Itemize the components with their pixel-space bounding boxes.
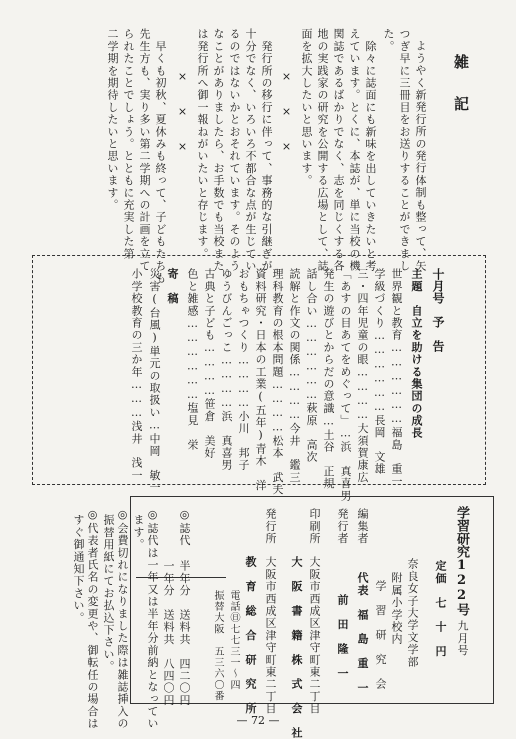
zakki-line: た。 — [382, 28, 395, 53]
editor-name: 代表 福 島 重 一 — [356, 572, 369, 694]
zakki-line: つぎ早に三冊目をお送りすることができまし — [398, 28, 411, 272]
list-item: ゆうびんごっこ…………浜 真喜男 — [220, 268, 233, 472]
hakko-tel: 電話㊐七七三一〜四 — [228, 590, 239, 691]
list-item: 読解と作文の関係…………今井 鑑三 — [288, 268, 301, 484]
zakki-line: られたことでしょう。とともに充実した第 — [122, 28, 135, 260]
list-item: 学級づくり………………長岡 文雄 — [373, 268, 386, 476]
zakki-line: なことがありましたら、お手数でも当校また — [212, 28, 225, 272]
printer-name: 大 阪 書 籍 株 式 会 社 — [290, 556, 303, 739]
zakki-line: 早くも初秋、夏休みも終って、子どもたちも — [154, 28, 167, 285]
publisher-name: 前 田 隆 一 — [336, 594, 349, 680]
zakki-line: 関誌であるばかりでなく、志を同じくする各 — [332, 28, 345, 272]
editor-label: 編集者 — [356, 508, 369, 545]
note: すぐ御通知下さい。 — [72, 514, 85, 624]
list-item: 世界観と教育………………福島 重一 — [390, 268, 403, 488]
note: ◎誌代は一年又は半年分前納となってい — [146, 508, 159, 730]
note: ます。 — [132, 514, 145, 551]
list-item: 災害(台風)単元の取扱い…中岡 敏一 — [148, 268, 161, 494]
colophon-price: 定価 七 十 円 — [434, 560, 447, 658]
yokoku-theme: 主題 自立を助ける集団の成長 — [410, 268, 423, 439]
list-item: 三・四年児童の眼…………大須賀康広 — [356, 268, 369, 484]
zakki-line: えています。とくに、本誌が、単に当校の機 — [348, 28, 361, 272]
zakki-line: 除々に誌面にも新味を出していきたいと考 — [364, 28, 377, 272]
zakki-line: 十分でなく、いろいろ不都合な点が生じてい — [244, 28, 257, 272]
list-item: 発生の遊びとからだの意識…土谷 正規 — [322, 268, 335, 490]
hakko-address: 大阪市西成区津守町東二丁目 — [264, 556, 277, 715]
yokoku-title: 十月号 予 告 — [431, 268, 445, 352]
zakki-line: 地の実践家の研究を公開する広場として、誌 — [316, 28, 329, 272]
fee-label: ◎誌代 — [178, 508, 191, 547]
fee-half: 半年分 送料共 四二〇円 — [178, 560, 191, 707]
list-item: 資料研究・日本の工業(五年)青木 洋 — [254, 268, 267, 492]
list-item: 小学校教育の三か年………浅井 浅一 — [130, 268, 143, 482]
printer-address: 大阪市西成区津守町東二丁目 — [308, 556, 321, 715]
editor-org: 奈良女子大学文学部 — [406, 558, 419, 668]
zakki-line: 面を拡大したいと思います。 — [300, 28, 313, 187]
colophon-month: 九月号 — [456, 620, 469, 657]
editor-org: 学 習 研 究 会 — [374, 580, 387, 690]
publisher-label: 発行者 — [336, 508, 349, 545]
zakki-line: ようやく新発行所の発行体制も整って、矢 — [414, 40, 427, 272]
list-item: 古典と子ども…………笹倉 美好 — [203, 268, 216, 460]
note: ◎会費切れになりました際は雑誌挿入の — [116, 508, 129, 730]
zakki-line: は発行所へ御一報ねがいたいと存じます。 — [196, 28, 209, 260]
printer-label: 印刷所 — [308, 508, 321, 545]
zakki-line: るのではないかとおそれています。そのよう — [228, 28, 241, 272]
list-item: 話し合い………………萩原 高次 — [305, 268, 318, 464]
note: 振替用紙にてお払込下さい。 — [102, 514, 115, 673]
hakko-furikae: 振替大阪 五三六〇番 — [212, 590, 223, 702]
list-item: 色と雑感………………塩見 栄 — [186, 268, 199, 451]
list-item: 理科教育の根本問題…………松本 武夫 — [271, 268, 284, 496]
list-section-heading: 寄 稿 — [166, 268, 179, 305]
note: ◎代表者氏名の変更や、御転任の場合は — [86, 508, 99, 730]
editor-org: 附属小学校内 — [390, 572, 403, 646]
fee-year: 一年分 送料共 八四〇円 — [162, 560, 175, 707]
separator-crosses: × × × — [280, 70, 293, 153]
colophon-title: 学習研究122号 — [454, 506, 469, 616]
hakko-label: 発行所 — [264, 508, 277, 545]
list-item: 「あすの目あてをめぐって」…浜 真喜男 — [339, 268, 352, 502]
zakki-heading: 雑 記 — [452, 54, 470, 117]
separator-crosses: × × × — [176, 70, 189, 153]
zakki-line: 発行所の移行に伴って、事務的な引継ぎが — [260, 28, 273, 272]
page-number: — 72 — — [236, 714, 280, 727]
zakki-line: 先生方も、実り多い第二学期への計画を立て — [138, 28, 151, 272]
hakko-name: 教 育 総 合 研 究 所 — [244, 556, 257, 715]
zakki-line: 二学期を期待したいと思います。 — [106, 28, 119, 211]
list-item: おもちゃつくり…………小川 邦子 — [237, 268, 250, 472]
